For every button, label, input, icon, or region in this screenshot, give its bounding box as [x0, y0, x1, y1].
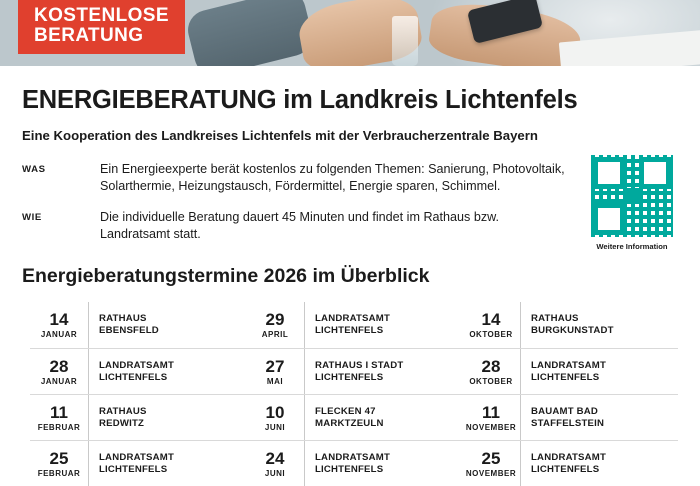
entry-day: 27 — [265, 356, 285, 376]
entry-venue-line-2: LICHTENFELS — [531, 463, 600, 475]
qr-caption: Weitere Information — [596, 242, 668, 251]
entry-day: 28 — [481, 356, 501, 376]
entry-venue-line-2: LICHTENFELS — [315, 463, 384, 475]
entry-month: JANUAR — [40, 330, 78, 339]
page-subtitle: Eine Kooperation des Landkreises Lichtenfels mit der Verbraucherzentrale Bayern — [22, 128, 538, 143]
schedule-entry — [30, 302, 246, 348]
entry-venue — [88, 395, 147, 440]
schedule-entry — [30, 394, 246, 440]
schedule-entry — [462, 394, 678, 440]
entry-venue — [304, 349, 403, 394]
entry-venue — [88, 441, 174, 486]
entry-venue-line-1: RATHAUS — [99, 405, 147, 417]
schedule-grid — [22, 302, 678, 486]
qr-code-icon[interactable] — [591, 155, 673, 237]
entry-month: APRIL — [261, 330, 289, 339]
entry-date — [462, 358, 520, 386]
schedule-entry — [246, 394, 462, 440]
free-consultation-badge — [18, 0, 185, 54]
page-title: ENERGIEBERATUNG im Landkreis Lichtenfels — [22, 86, 578, 114]
glass-decoration — [392, 16, 418, 66]
qr-code-block[interactable] — [586, 155, 678, 251]
entry-day: 10 — [265, 402, 285, 422]
entry-venue — [304, 302, 390, 348]
entry-month: NOVEMBER — [465, 422, 517, 432]
entry-venue — [520, 302, 614, 348]
entry-venue-line-2: REDWITZ — [99, 417, 145, 429]
entry-venue-line-1: RATHAUS — [531, 313, 579, 324]
qr-corner-bottom-left — [593, 203, 625, 235]
info-row-wie — [22, 209, 678, 243]
entry-month: FEBRUAR — [37, 422, 81, 432]
entry-venue-line-2: LICHTENFELS — [315, 371, 384, 383]
info-value-was: Ein Energieexperte berät kostenlos zu folgenden Themen: Sanierung, Photovoltaik, Solarthermie, Heizungstausch, Fördermittel, Energie sparen, Schimmel. — [100, 162, 565, 193]
schedule-entry — [462, 302, 678, 348]
entry-venue — [520, 395, 604, 440]
entry-month: JANUAR — [40, 376, 78, 386]
entry-day: 11 — [482, 402, 500, 422]
entry-venue — [520, 441, 606, 486]
entry-venue-line-2: LICHTENFELS — [99, 371, 168, 383]
schedule-entry — [30, 440, 246, 486]
info-key-wie: WIE — [22, 212, 42, 223]
entry-date — [462, 404, 520, 432]
entry-month: NOVEMBER — [465, 468, 517, 478]
schedule-entry — [462, 348, 678, 394]
entry-venue-line-1: RATHAUS — [99, 313, 147, 324]
badge-line-2: BERATUNG — [34, 25, 144, 46]
entry-venue-line-1: LANDRATSAMT — [99, 451, 175, 463]
entry-venue-line-2: LICHTENFELS — [315, 325, 384, 336]
entry-venue-line-2: EBENSFELD — [99, 325, 159, 336]
entry-venue-line-2: LICHTENFELS — [531, 371, 600, 383]
document-body — [0, 86, 700, 486]
entry-venue-line-1: LANDRATSAMT — [99, 359, 175, 371]
entry-date — [246, 311, 304, 339]
entry-date — [462, 450, 520, 478]
entry-date — [246, 358, 304, 386]
entry-date — [30, 404, 88, 432]
info-block — [22, 161, 678, 251]
entry-venue-line-1: LANDRATSAMT — [531, 451, 607, 463]
entry-date — [246, 404, 304, 432]
entry-day: 29 — [265, 310, 285, 329]
schedule-entry — [246, 440, 462, 486]
entry-venue-line-1: LANDRATSAMT — [315, 451, 391, 463]
schedule-entry — [462, 440, 678, 486]
entry-date — [246, 450, 304, 478]
info-value-wie: Die individuelle Beratung dauert 45 Minuten und findet im Rathaus bzw. Landratsamt statt. — [100, 210, 500, 241]
badge-line-1: KOSTENLOSE — [34, 5, 169, 26]
entry-day: 25 — [49, 448, 69, 468]
entry-venue-line-2: LICHTENFELS — [99, 463, 168, 475]
entry-venue-line-1: FLECKEN 47 — [315, 405, 376, 417]
entry-venue-line-1: LANDRATSAMT — [531, 359, 607, 371]
schedule-entry — [246, 302, 462, 348]
entry-day: 14 — [49, 310, 69, 329]
entry-venue — [304, 395, 384, 440]
entry-day: 11 — [50, 402, 68, 422]
entry-venue-line-2: BURGKUNSTADT — [531, 325, 614, 336]
entry-day: 25 — [481, 448, 501, 468]
entry-date — [30, 450, 88, 478]
entry-day: 24 — [265, 448, 285, 468]
entry-venue — [520, 349, 606, 394]
entry-venue-line-1: RATHAUS I STADT — [315, 359, 404, 371]
qr-center-marker — [624, 188, 640, 204]
schedule-entry — [30, 348, 246, 394]
entry-month: OKTOBER — [469, 330, 513, 339]
sleeve-decoration — [184, 0, 316, 66]
entry-venue-line-2: MARKTZEULN — [315, 417, 384, 429]
schedule-title: Energieberatungstermine 2026 im Überblick — [22, 265, 430, 287]
info-key-was: WAS — [22, 164, 46, 175]
entry-date — [30, 311, 88, 339]
entry-month: JUNI — [264, 422, 286, 432]
entry-venue — [88, 349, 174, 394]
paper-decoration — [559, 30, 700, 66]
entry-venue-line-2: STAFFELSTEIN — [531, 417, 605, 429]
entry-month: FEBRUAR — [37, 468, 81, 478]
entry-month: OKTOBER — [469, 376, 513, 386]
entry-month: MAI — [266, 376, 284, 386]
entry-venue — [88, 302, 159, 348]
info-row-was — [22, 161, 678, 195]
schedule-entry — [246, 348, 462, 394]
entry-month: JUNI — [264, 468, 286, 478]
entry-day: 28 — [49, 356, 69, 376]
entry-venue-line-1: LANDRATSAMT — [315, 313, 391, 324]
entry-venue-line-1: BAUAMT BAD — [531, 405, 599, 417]
entry-day: 14 — [481, 310, 501, 329]
entry-venue — [304, 441, 390, 486]
entry-date — [462, 311, 520, 339]
entry-date — [30, 358, 88, 386]
hero-banner — [0, 0, 700, 66]
